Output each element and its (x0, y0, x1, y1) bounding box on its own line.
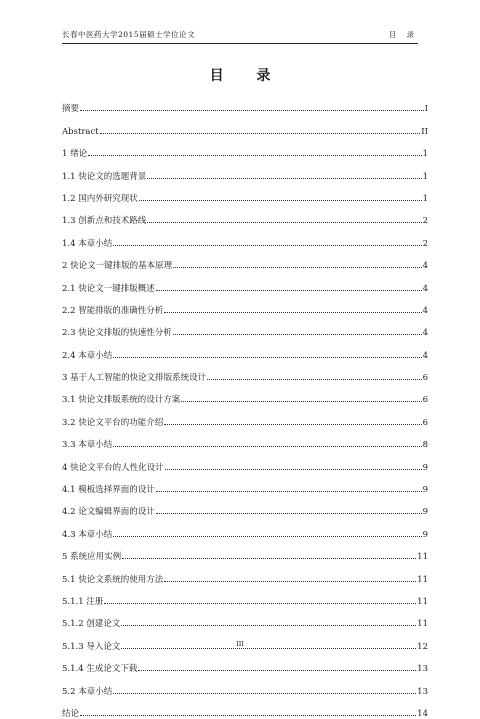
toc-entry-page: 13 (417, 686, 428, 697)
toc-entry-label: 3.1 快论文排版系统的设计方案 (62, 395, 181, 406)
toc-entry-label: 5.2 本章小结 (62, 686, 113, 697)
toc-entry-label: 1 绪论 (62, 149, 88, 160)
toc-leader-dots (100, 133, 421, 134)
toc-entry[interactable] (62, 540, 428, 562)
toc-leader-dots (147, 222, 421, 223)
toc-entry-page: 9 (422, 529, 428, 540)
toc-entry-page: 9 (422, 485, 428, 496)
toc-entry-page: 11 (417, 552, 428, 563)
toc-leader-dots (164, 424, 421, 425)
toc-entry[interactable] (62, 361, 428, 383)
toc-entry-label: 3.2 快论文平台的功能介绍 (62, 417, 164, 428)
toc-leader-dots (156, 513, 422, 514)
toc-entry-page: 12 (417, 641, 428, 652)
toc-entry-page: 13 (417, 664, 428, 675)
toc-leader-dots (147, 178, 421, 179)
page-number: III (236, 640, 244, 648)
toc-leader-dots (173, 267, 421, 268)
toc-leader-dots (80, 110, 424, 111)
toc-entry[interactable] (62, 450, 428, 472)
toc-leader-dots (138, 670, 416, 671)
toc-entry-label: 2.4 本章小结 (62, 350, 113, 361)
toc-entry[interactable] (62, 249, 428, 271)
toc-entry[interactable] (62, 562, 428, 584)
toc-entry-label: 2.2 智能排版的准确性分析 (62, 305, 164, 316)
page-title: 目 录 (209, 68, 285, 84)
toc-entry-label: 4.1 模板选择界面的设计 (62, 485, 155, 496)
toc-entry-label: 3 基于人工智能的快论文排版系统设计 (62, 373, 207, 384)
toc-leader-dots (156, 491, 422, 492)
toc-entry[interactable] (62, 495, 428, 517)
toc-leader-dots (113, 245, 421, 246)
toc-entry-page: 6 (422, 373, 428, 384)
toc-entry-page: 8 (422, 440, 428, 451)
toc-entry-page: 9 (422, 462, 428, 473)
toc-entry-page: I (424, 104, 428, 115)
toc-entry[interactable] (62, 674, 428, 696)
toc-entry[interactable] (62, 473, 428, 495)
toc-leader-dots (113, 357, 421, 358)
toc-entry[interactable] (62, 517, 428, 539)
toc-entry-page: 4 (422, 305, 428, 316)
toc-entry-label: 2 快论文一键排版的基本原理 (62, 261, 173, 272)
toc-entry-page: 4 (422, 283, 428, 294)
toc-entry-page: 2 (422, 238, 428, 249)
toc-entry-label: 5 系统应用实例 (62, 552, 122, 563)
toc-entry[interactable] (62, 607, 428, 629)
toc-entry[interactable] (62, 204, 428, 226)
toc-leader-dots (122, 558, 416, 559)
toc-entry[interactable] (62, 92, 428, 114)
toc-entry-page: 6 (422, 417, 428, 428)
toc-entry-page: 6 (422, 395, 428, 406)
toc-leader-dots (156, 290, 422, 291)
toc-entry[interactable] (62, 697, 428, 719)
toc-entry-label: 5.1 快论文系统的使用方法 (62, 574, 164, 585)
toc-entry[interactable] (62, 182, 428, 204)
toc-entry-label: 2.1 快论文一键排版概述 (62, 283, 155, 294)
toc-entry-label: 摘要 (62, 104, 80, 115)
toc-leader-dots (181, 401, 421, 402)
toc-entry[interactable] (62, 271, 428, 293)
toc-entry[interactable] (62, 652, 428, 674)
toc-entry-page: 11 (417, 596, 428, 607)
toc-entry-label: 1.1 快论文的选题背景 (62, 171, 147, 182)
toc-leader-dots (139, 200, 422, 201)
toc-entry[interactable] (62, 585, 428, 607)
toc-leader-dots (113, 446, 421, 447)
toc-entry-label: 4.3 本章小结 (62, 529, 113, 540)
header-section-title: 目 录 (388, 30, 418, 39)
toc-leader-dots (165, 469, 422, 470)
toc-entry-page: 2 (422, 216, 428, 227)
toc-entry-label: 1.4 本章小结 (62, 238, 113, 249)
table-of-contents (62, 92, 428, 719)
toc-entry-page: 11 (417, 619, 428, 630)
toc-entry-label: 4 快论文平台的人性化设计 (62, 462, 164, 473)
toc-entry[interactable] (62, 316, 428, 338)
toc-entry-page: 1 (422, 149, 428, 160)
toc-leader-dots (173, 334, 422, 335)
toc-leader-dots (113, 693, 416, 694)
toc-entry-label: 2.3 快论文排版的快速性分析 (62, 328, 172, 339)
toc-entry-label: 结论 (62, 708, 80, 719)
toc-entry-label: 5.1.4 生成论文下载 (62, 664, 138, 675)
toc-entry[interactable] (62, 137, 428, 159)
toc-entry-label: 3.3 本章小结 (62, 440, 113, 451)
toc-entry-page: 14 (417, 708, 428, 719)
toc-entry[interactable] (62, 338, 428, 360)
toc-entry-page: 1 (422, 193, 428, 204)
toc-entry-label: 1.2 国内外研究现状 (62, 193, 138, 204)
toc-entry[interactable] (62, 383, 428, 405)
toc-entry-label: 5.1.3 导入论文 (62, 641, 121, 652)
toc-entry-page: 4 (422, 350, 428, 361)
toc-leader-dots (104, 603, 416, 604)
toc-entry-label: 1.3 创新点和技术路线 (62, 216, 147, 227)
toc-entry-page: 4 (422, 261, 428, 272)
toc-entry[interactable] (62, 226, 428, 248)
toc-entry-label: 4.2 论文编辑界面的设计 (62, 507, 155, 518)
toc-entry-label: 5.1.1 注册 (62, 596, 104, 607)
toc-entry-page: 11 (417, 574, 428, 585)
toc-entry[interactable] (62, 294, 428, 316)
toc-entry[interactable] (62, 428, 428, 450)
toc-entry[interactable] (62, 405, 428, 427)
toc-leader-dots (113, 536, 421, 537)
toc-leader-dots (80, 715, 416, 716)
toc-leader-dots (164, 581, 416, 582)
toc-entry-page: 9 (422, 507, 428, 518)
toc-entry-label: Abstract (62, 126, 99, 137)
toc-entry-page: 4 (422, 328, 428, 339)
toc-leader-dots (164, 312, 421, 313)
header-thesis-title: 长春中医药大学2015届硕士学位论文 (62, 30, 196, 39)
toc-entry-label: 5.1.2 创建论文 (62, 619, 121, 630)
toc-entry[interactable] (62, 159, 428, 181)
toc-leader-dots (207, 379, 421, 380)
toc-entry-page: II (421, 126, 428, 137)
toc-entry-page: 1 (422, 171, 428, 182)
running-header (62, 27, 418, 44)
toc-entry[interactable] (62, 114, 428, 136)
toc-leader-dots (88, 155, 421, 156)
toc-leader-dots (121, 625, 416, 626)
